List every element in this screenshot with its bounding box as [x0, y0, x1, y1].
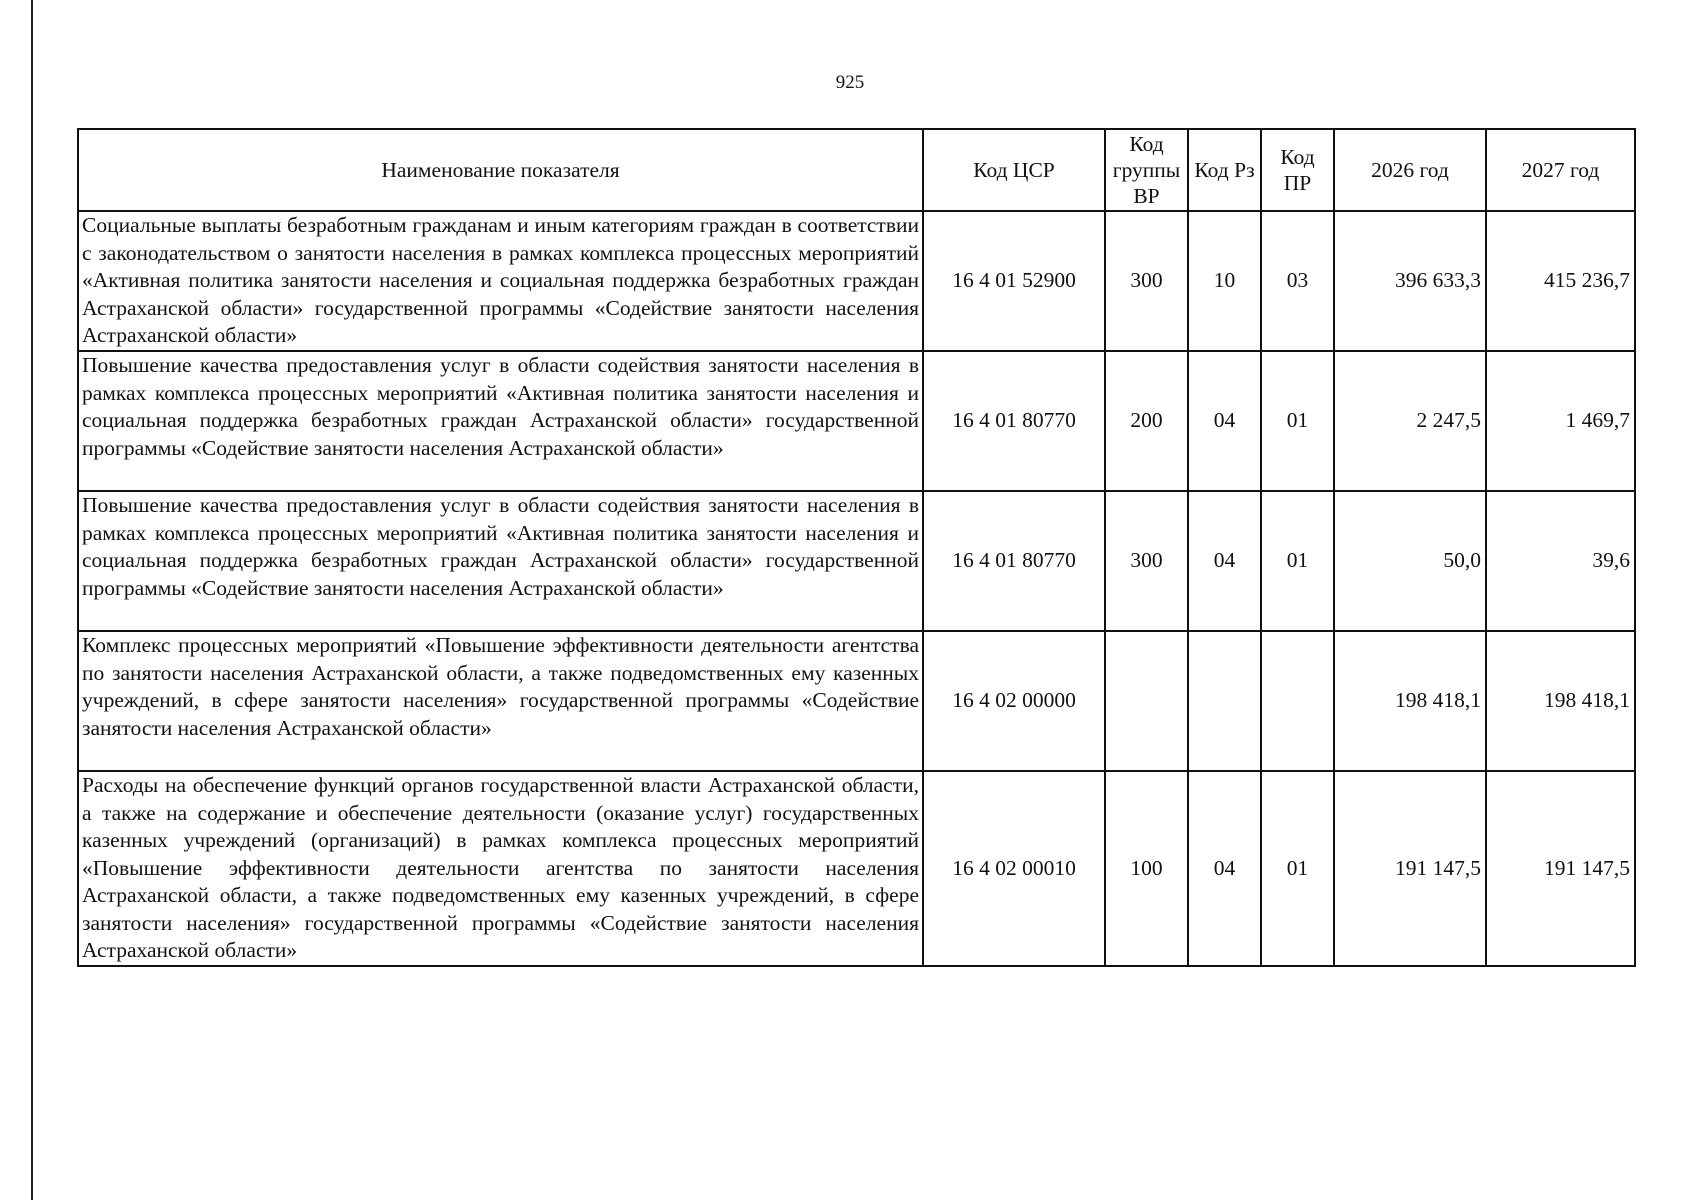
row-rz: 10 [1188, 211, 1261, 351]
row-2027: 415 236,7 [1486, 211, 1635, 351]
row-pr: 01 [1261, 491, 1334, 631]
header-2027: 2027 год [1486, 129, 1635, 211]
header-vr: Код группы ВР [1105, 129, 1188, 211]
table-row [78, 491, 1635, 631]
row-name: Социальные выплаты безработным гражданам и иным категориям граждан в соответствии с законодательством о занятости населения в рамках комплекса процессных мероприятий «Активная политика занятости населения и социальная поддержка безработных граждан Астраханской области» государственной программы «Содействие занятости населения Астраханской области» [78, 211, 923, 351]
header-rz: Код Рз [1188, 129, 1261, 211]
row-2026: 50,0 [1334, 491, 1486, 631]
row-csr: 16 4 01 80770 [923, 491, 1105, 631]
page-number: 925 [835, 72, 865, 93]
row-2026: 396 633,3 [1334, 211, 1486, 351]
row-rz: 04 [1188, 771, 1261, 966]
row-2027: 39,6 [1486, 491, 1635, 631]
row-rz: 04 [1188, 351, 1261, 491]
row-vr: 300 [1105, 211, 1188, 351]
header-pr: Код ПР [1261, 129, 1334, 211]
header-name: Наименование показателя [78, 129, 923, 211]
row-2027: 198 418,1 [1486, 631, 1635, 771]
table-row [78, 771, 1635, 966]
row-csr: 16 4 02 00000 [923, 631, 1105, 771]
row-vr: 200 [1105, 351, 1188, 491]
row-name: Расходы на обеспечение функций органов государственной власти Астраханской области, а также на содержание и обеспечение деятельности (оказание услуг) государственных казенных учреждений (организаций) в рамках комплекса процессных мероприятий «Повышение эффективности деятельности агентства по занятости населения Астраханской области, а также подведомственных ему казенных учреждений, в сфере занятости населения» государственной программы «Содействие занятости населения Астраханской области» [78, 771, 923, 966]
row-name: Комплекс процессных мероприятий «Повышение эффективности деятельности агентства по занятости населения Астраханской области, а также подведомственных ему казенных учреждений, в сфере занятости населения» государственной программы «Содействие занятости населения Астраханской области» [78, 631, 923, 771]
row-2027: 191 147,5 [1486, 771, 1635, 966]
binding-margin-line [31, 0, 33, 1200]
row-rz [1188, 631, 1261, 771]
row-csr: 16 4 01 80770 [923, 351, 1105, 491]
row-pr: 01 [1261, 351, 1334, 491]
table-row [78, 351, 1635, 491]
row-csr: 16 4 02 00010 [923, 771, 1105, 966]
budget-table [77, 128, 1636, 967]
table-row [78, 211, 1635, 351]
row-2027: 1 469,7 [1486, 351, 1635, 491]
row-2026: 191 147,5 [1334, 771, 1486, 966]
row-pr [1261, 631, 1334, 771]
table-header-row [78, 129, 1635, 211]
row-pr: 03 [1261, 211, 1334, 351]
header-2026: 2026 год [1334, 129, 1486, 211]
row-rz: 04 [1188, 491, 1261, 631]
row-pr: 01 [1261, 771, 1334, 966]
row-2026: 2 247,5 [1334, 351, 1486, 491]
row-csr: 16 4 01 52900 [923, 211, 1105, 351]
row-name: Повышение качества предоставления услуг в области содействия занятости населения в рамках комплекса процессных мероприятий «Активная политика занятости населения и социальная поддержка безработных граждан Астраханской области» государственной программы «Содействие занятости населения Астраханской области» [78, 491, 923, 631]
row-vr: 100 [1105, 771, 1188, 966]
row-vr: 300 [1105, 491, 1188, 631]
row-name: Повышение качества предоставления услуг в области содействия занятости населения в рамках комплекса процессных мероприятий «Активная политика занятости населения и социальная поддержка безработных граждан Астраханской области» государственной программы «Содействие занятости населения Астраханской области» [78, 351, 923, 491]
row-vr [1105, 631, 1188, 771]
row-2026: 198 418,1 [1334, 631, 1486, 771]
table-row [78, 631, 1635, 771]
header-csr: Код ЦСР [923, 129, 1105, 211]
